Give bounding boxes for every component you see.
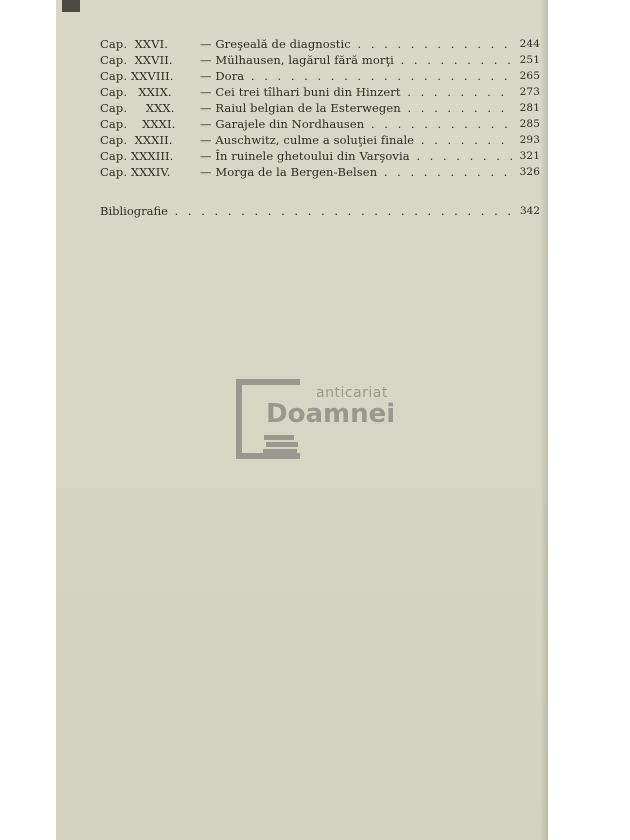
page-number: 251 [519, 54, 540, 66]
chapter-number: XXXIV. [130, 165, 171, 179]
chapter-label [100, 116, 196, 132]
toc-row [100, 132, 540, 148]
cap-word: Cap. [100, 85, 128, 99]
page-number: 326 [519, 166, 540, 178]
chapter-label [100, 84, 196, 100]
watermark-brand-top: anticariat [316, 385, 388, 401]
toc-row [100, 116, 540, 132]
toc-row [100, 164, 540, 180]
chapter-label [100, 52, 196, 68]
page-number: 293 [519, 134, 540, 146]
toc-row [100, 84, 540, 100]
page-number: 265 [519, 70, 540, 82]
chapter-title: — Raiul belgian de la Esterwegen . . . [200, 100, 512, 116]
page-number: 281 [519, 102, 540, 114]
cap-word: Cap. [100, 101, 128, 115]
page-number: 321 [519, 150, 540, 162]
chapter-label [100, 68, 196, 84]
toc-row [100, 100, 540, 116]
cap-word: Cap. [100, 133, 128, 147]
bibliography-page-number: 342 [519, 205, 540, 217]
spine-edge [62, 0, 80, 12]
chapter-number: XXVIII. [130, 69, 174, 83]
chapter-title: — Auschwitz, culme a soluţiei finale . . . [200, 132, 512, 148]
watermark-frame-top [236, 379, 300, 385]
cap-word: Cap. [100, 69, 128, 83]
watermark-brand-main: Doamnei [266, 399, 396, 429]
chapter-title: — Garajele din Nordhausen . . . [200, 116, 512, 132]
chapter-title: — Mülhausen, lagărul fără morţi . . . [200, 52, 512, 68]
chapter-title: — Morga de la Bergen-Belsen . . . [200, 164, 512, 180]
table-of-contents [100, 36, 540, 180]
chapter-label [100, 148, 196, 164]
chapter-number: XXVI. [134, 37, 168, 51]
toc-row [100, 148, 540, 164]
chapter-number: XXIX. [138, 85, 172, 99]
cap-word: Cap. [100, 117, 128, 131]
book-stack-icon [262, 433, 302, 457]
page-number: 285 [519, 118, 540, 130]
chapter-title: — Dora . . . [200, 68, 512, 84]
chapter-number: XXXI. [142, 117, 176, 131]
page-edge-shadow [540, 0, 548, 840]
toc-row [100, 36, 540, 52]
cap-word: Cap. [100, 165, 128, 179]
chapter-label [100, 36, 196, 52]
toc-row [100, 68, 540, 84]
chapter-label [100, 132, 196, 148]
page-number: 273 [519, 86, 540, 98]
page-number: 244 [519, 38, 540, 50]
chapter-number: XXVII. [134, 53, 173, 67]
chapter-number: XXX. [145, 101, 175, 115]
chapter-label [100, 164, 196, 180]
watermark [236, 379, 406, 463]
chapter-label [100, 100, 196, 116]
bibliography-title: Bibliografie . . . [100, 203, 512, 219]
cap-word: Cap. [100, 149, 128, 163]
bibliography-row [100, 203, 540, 219]
toc-row [100, 52, 540, 68]
chapter-number: XXXIII. [130, 149, 174, 163]
cap-word: Cap. [100, 53, 128, 67]
cap-word: Cap. [100, 37, 128, 51]
chapter-title: — Cei trei tîlhari buni din Hinzert . . . [200, 84, 512, 100]
chapter-number: XXXII. [134, 133, 173, 147]
chapter-title: — În ruinele ghetoului din Varşovia . . . [200, 148, 512, 164]
chapter-title: — Greşeală de diagnostic . . . [200, 36, 512, 52]
